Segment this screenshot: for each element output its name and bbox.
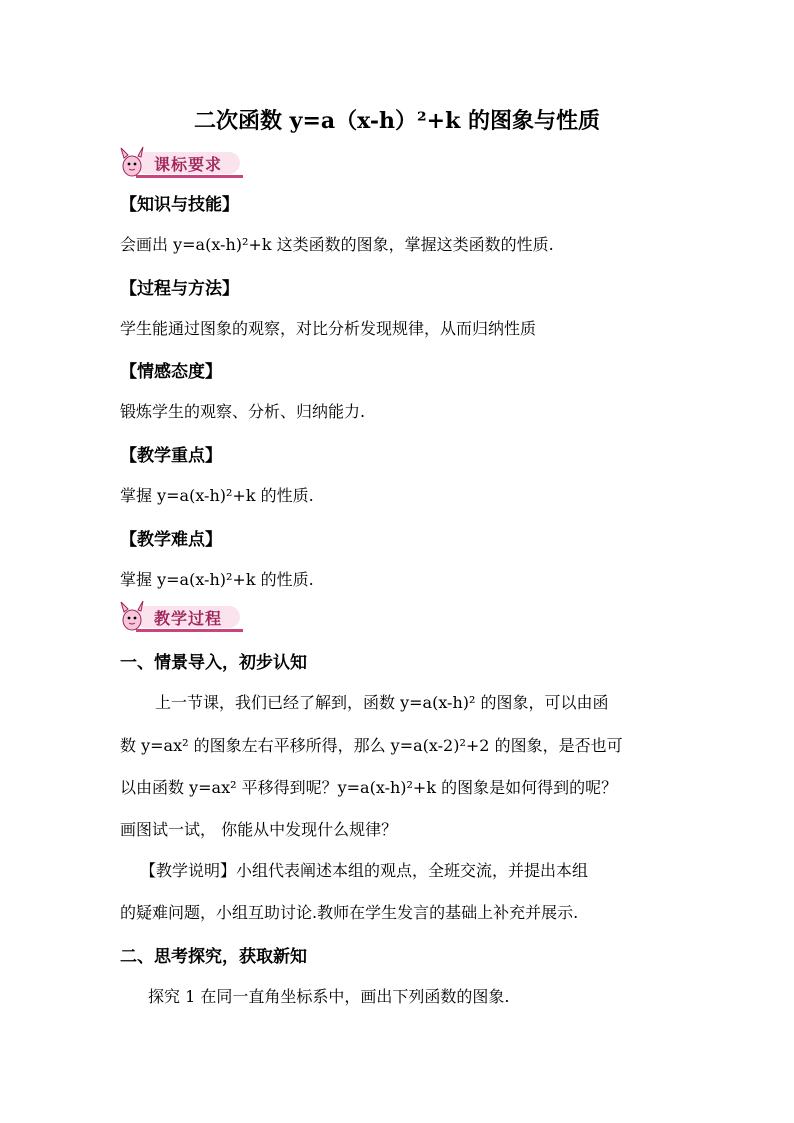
- key-point-text: 掌握 y=a(x-h)²+k 的性质.: [120, 486, 314, 505]
- knowledge-text: 会画出 y=a(x-h)²+k 这类函数的图象，掌握这类函数的性质.: [120, 235, 554, 254]
- page-title: 二次函数 y=a（x-h）²+k 的图象与性质: [194, 108, 600, 134]
- section1-line-2: 数 y=ax² 的图象左右平移所得，那么 y=a(x-2)²+2 的图象，是否也可: [120, 736, 623, 755]
- knowledge-heading: 【知识与技能】: [120, 195, 239, 215]
- teaching-note-line-1: 【教学说明】小组代表阐述本组的观点，全班交流，并提出本组: [140, 861, 589, 880]
- banner-label: 教学过程: [154, 609, 223, 628]
- section2-line-1: 探究 1 在同一直角坐标系中，画出下列函数的图象.: [148, 987, 510, 1006]
- difficulty-text: 掌握 y=a(x-h)²+k 的性质.: [120, 570, 314, 589]
- section1-heading: 一、情景导入，初步认知: [120, 653, 307, 673]
- teaching-note-line-2: 的疑难问题，小组互助讨论.教师在学生发言的基础上补充并展示.: [120, 903, 579, 922]
- banner-label: 课标要求: [154, 155, 223, 174]
- difficulty-heading: 【教学难点】: [120, 530, 222, 550]
- section-banner-standards: [118, 146, 243, 180]
- attitude-text: 锻炼学生的观察、分析、归纳能力.: [120, 402, 366, 421]
- cartoon-mascot-icon: [118, 600, 148, 634]
- section1-line-1: 上一节课，我们已经了解到，函数 y=a(x-h)² 的图象，可以由函: [155, 693, 609, 712]
- method-heading: 【过程与方法】: [120, 279, 239, 299]
- attitude-heading: 【情感态度】: [120, 362, 222, 382]
- cartoon-mascot-icon: [118, 146, 148, 180]
- section1-line-3: 以由函数 y=ax² 平移得到呢？y=a(x-h)²+k 的图象是如何得到的呢？: [120, 778, 618, 797]
- section1-line-4: 画图试一试， 你能从中发现什么规律？: [120, 820, 398, 839]
- section-banner-process: [118, 600, 243, 634]
- key-point-heading: 【教学重点】: [120, 446, 222, 466]
- method-text: 学生能通过图象的观察，对比分析发现规律，从而归纳性质: [120, 319, 537, 338]
- section2-heading: 二、思考探究，获取新知: [120, 947, 307, 967]
